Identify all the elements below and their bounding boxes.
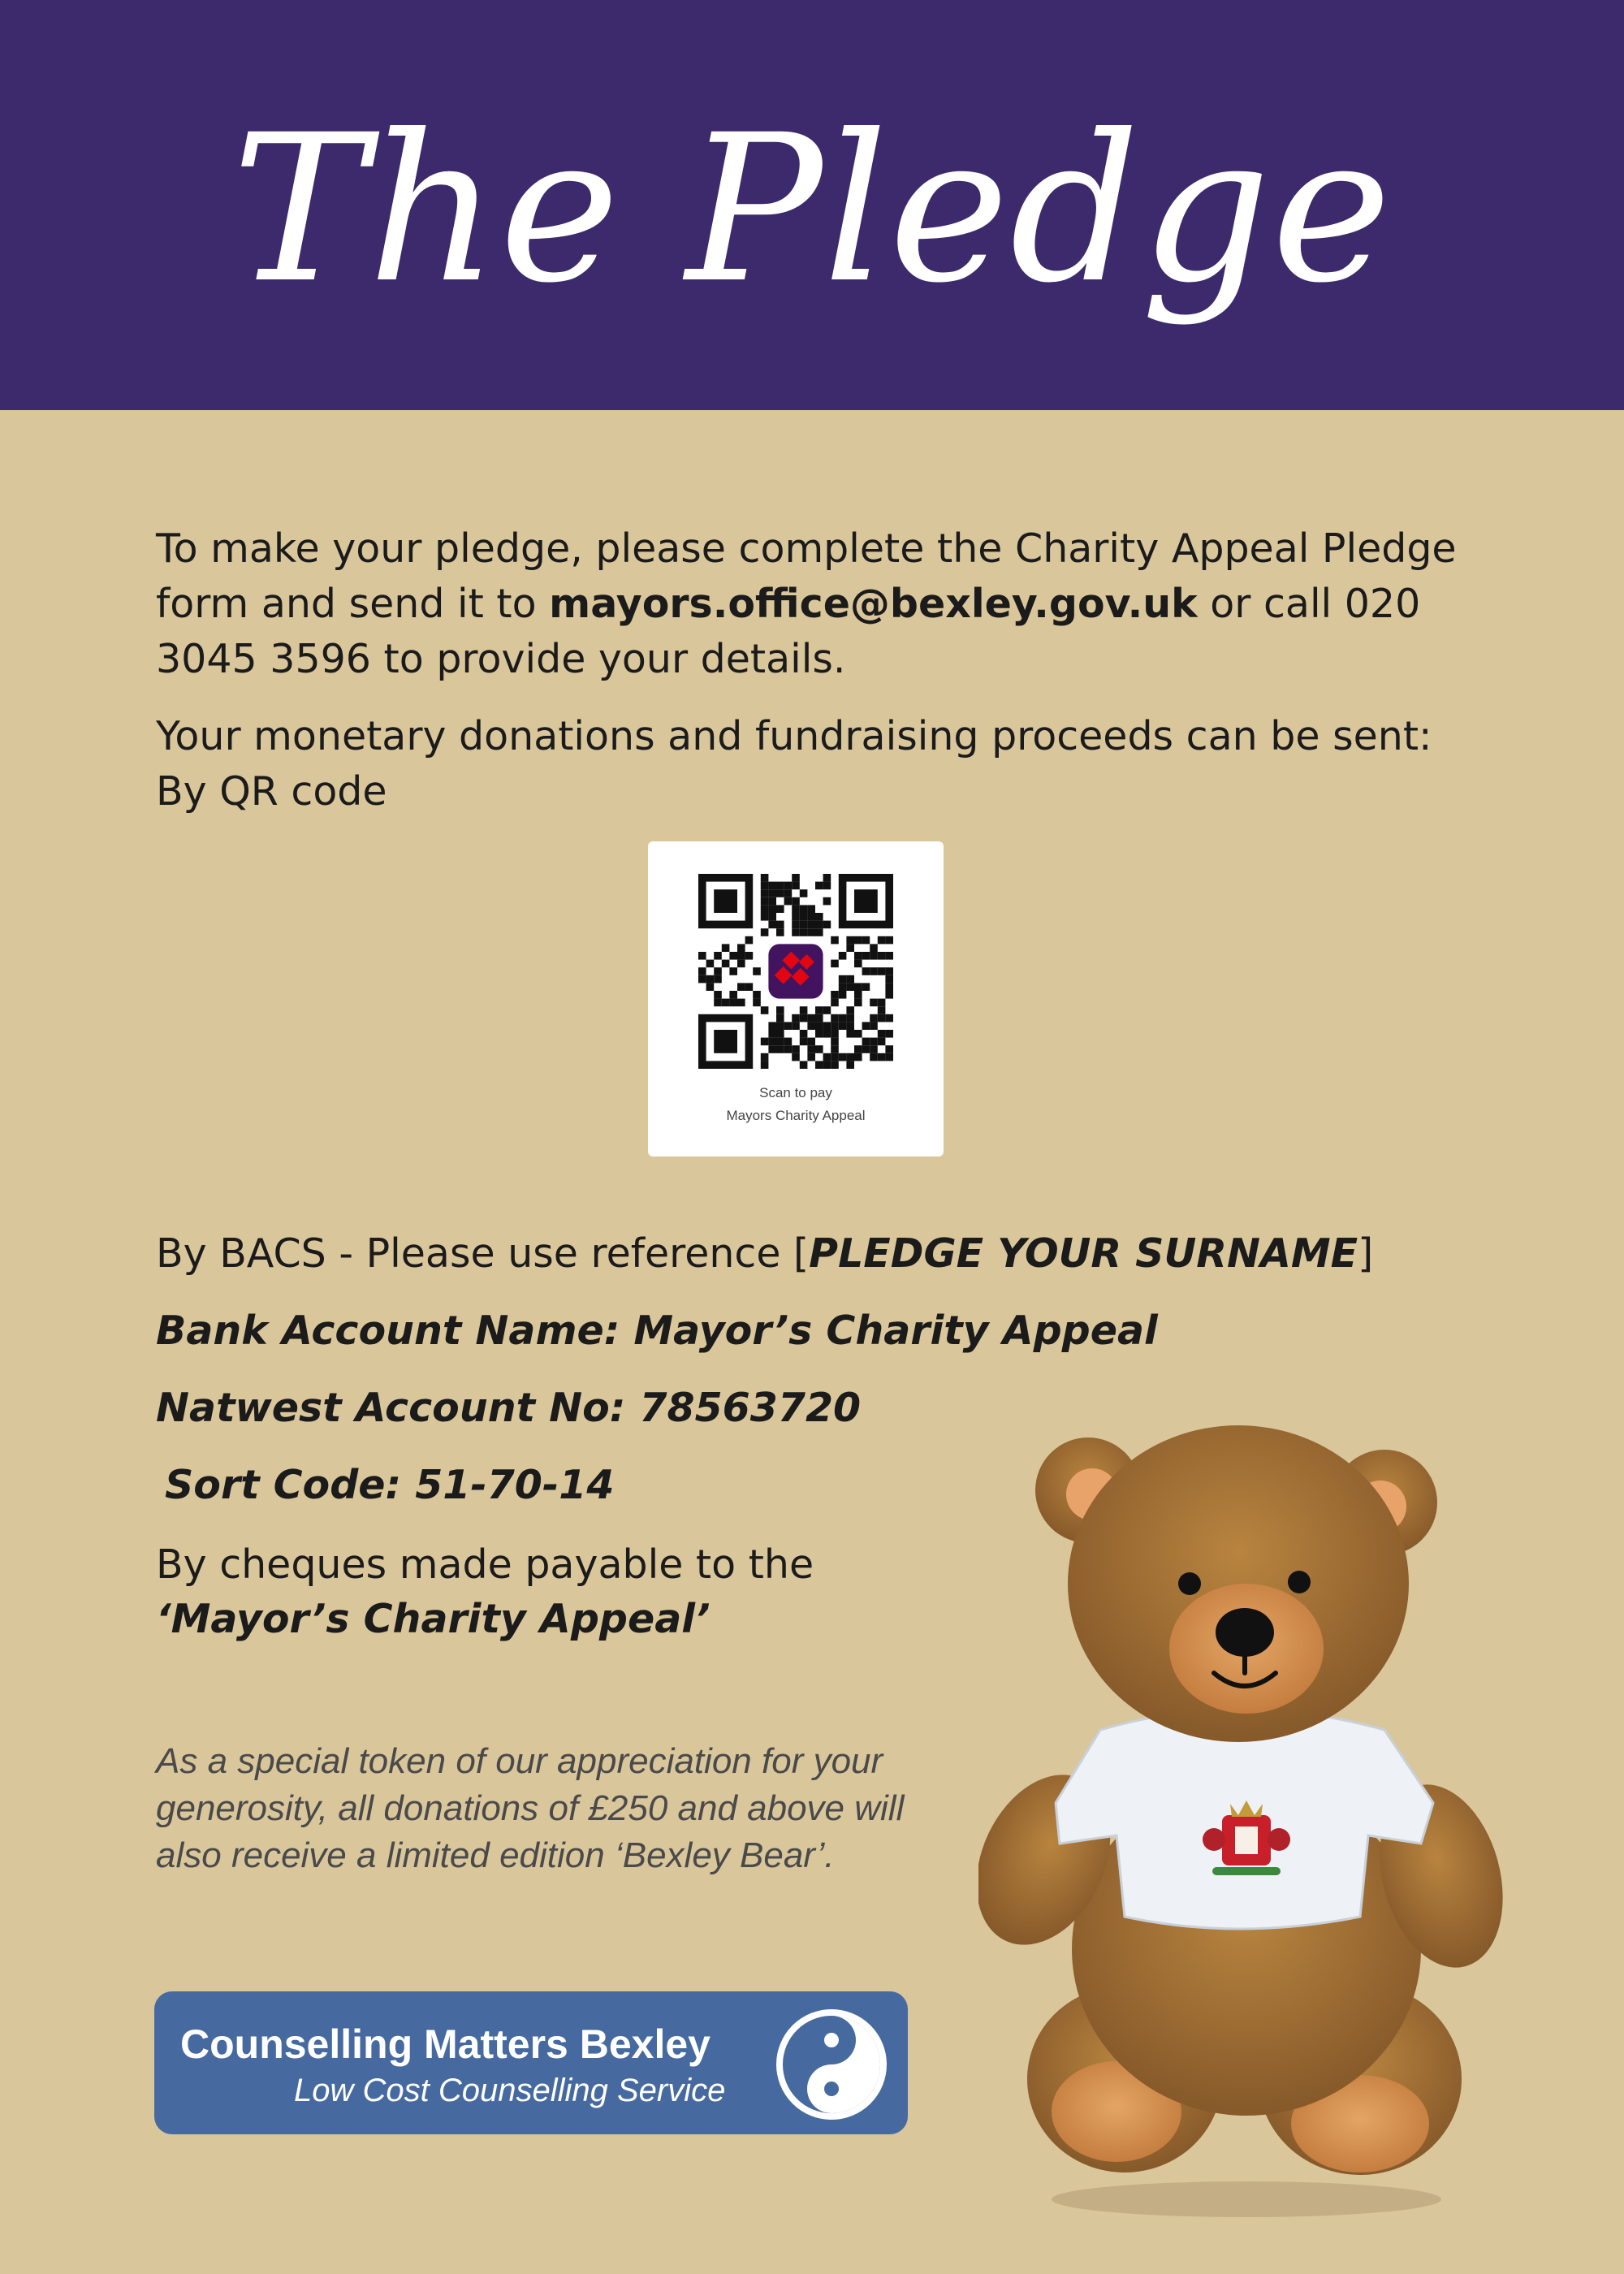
teddy-bear-image: [978, 1381, 1563, 2225]
logo-subtitle: Low Cost Counselling Service: [294, 2073, 726, 2108]
qr-caption-appeal: Mayors Charity Appeal: [726, 1108, 866, 1123]
bank-account-number: Natwest Account No: 78563720: [156, 1385, 862, 1431]
qr-card: [648, 841, 944, 1156]
qr-caption-scan: Scan to pay: [759, 1085, 832, 1100]
natwest-logo-icon: [768, 944, 823, 998]
bacs-reference: PLEDGE YOUR SURNAME: [809, 1230, 1358, 1277]
bank-account-name: Bank Account Name: Mayor’s Charity Appeal: [156, 1308, 1158, 1354]
cheque-line: By cheques made payable to the: [156, 1541, 814, 1588]
bacs-suffix: ]: [1358, 1230, 1374, 1277]
page-title: The Pledge: [231, 91, 1393, 327]
header-banner: [0, 0, 1624, 410]
bacs-prefix: By BACS - Please use reference [: [156, 1230, 810, 1277]
intro-text-before: To make your pledge, please complete the Charity Appeal Pledge form and send it to: [156, 525, 1457, 627]
logo-title: Counselling Matters Bexley: [180, 2021, 710, 2067]
sort-code: Sort Code: 51-70-14: [165, 1462, 615, 1508]
email-link[interactable]: mayors.office@bexley.gov.uk: [549, 581, 1198, 627]
intro-text-after: or call 020 3045 3596 to provide your details.: [156, 581, 1421, 682]
counselling-matters-logo[interactable]: [154, 1991, 908, 2134]
donations-paragraph: [156, 709, 1488, 819]
qr-method-label: By QR code: [156, 768, 387, 815]
donations-line: Your monetary donations and fundraising proceeds can be sent:: [156, 713, 1432, 759]
cheque-payee: ‘Mayor’s Charity Appeal’: [156, 1596, 710, 1642]
intro-paragraph: [156, 521, 1488, 687]
qr-code[interactable]: [698, 874, 893, 1069]
bacs-line: [156, 1230, 1373, 1277]
yin-yang-icon: [775, 2008, 888, 2121]
appreciation-note: As a special token of our appreciation for your generosity, all donations of £250 and above will also receive a limited edition ‘Bexley Bear’.: [156, 1741, 905, 1875]
